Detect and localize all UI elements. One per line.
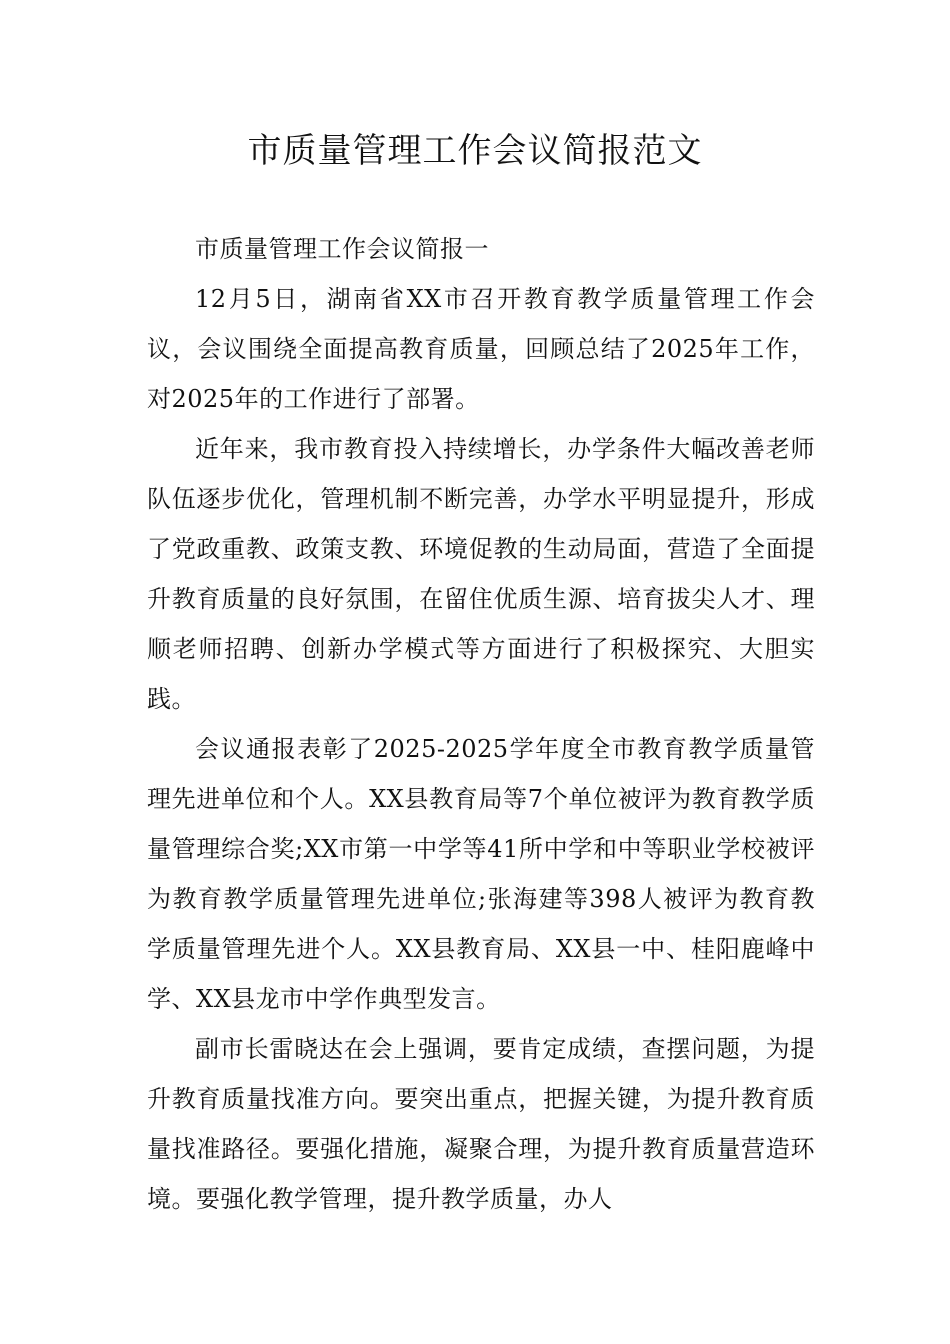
paragraph-vice-mayor-speech: 副市长雷晓达在会上强调，要肯定成绩，查摆问题，为提升教育质量找准方向。要突出重点，把握关键，为提升教育质量找准路径。要强化措施，凝聚合理，为提升教育质量营造环境。要强化教学管理，提升教学质量，办人 bbox=[147, 1035, 815, 1213]
document-body bbox=[147, 224, 815, 1224]
paragraph-commendation: 会议通报表彰了2025-2025学年度全市教育教学质量管理先进单位和个人。XX县教育局等7个单位被评为教育教学质量管理综合奖;XX市第一中学等41所中学和中等职业学校被评为教育教学质量管理先进单位;张海建等398人被评为教育教学质量管理先进个人。XX县教育局、XX县一中、桂阳鹿峰中学、XX县龙市中学作典型发言。 bbox=[147, 735, 815, 1013]
paragraph-subtitle: 市质量管理工作会议简报一 bbox=[195, 235, 489, 263]
document-title: 市质量管理工作会议简报范文 bbox=[247, 131, 703, 171]
paragraph-achievements: 近年来，我市教育投入持续增长，办学条件大幅改善老师队伍逐步优化，管理机制不断完善，办学水平明显提升，形成了党政重教、政策支教、环境促教的生动局面，营造了全面提升教育质量的良好氛围，在留住优质生源、培育拔尖人才、理顺老师招聘、创新办学模式等方面进行了积极探究、大胆实践。 bbox=[147, 435, 815, 713]
paragraph-meeting-intro: 12月5日，湖南省XX市召开教育教学质量管理工作会议，会议围绕全面提高教育质量，回顾总结了2025年工作，对2025年的工作进行了部署。 bbox=[147, 285, 815, 413]
